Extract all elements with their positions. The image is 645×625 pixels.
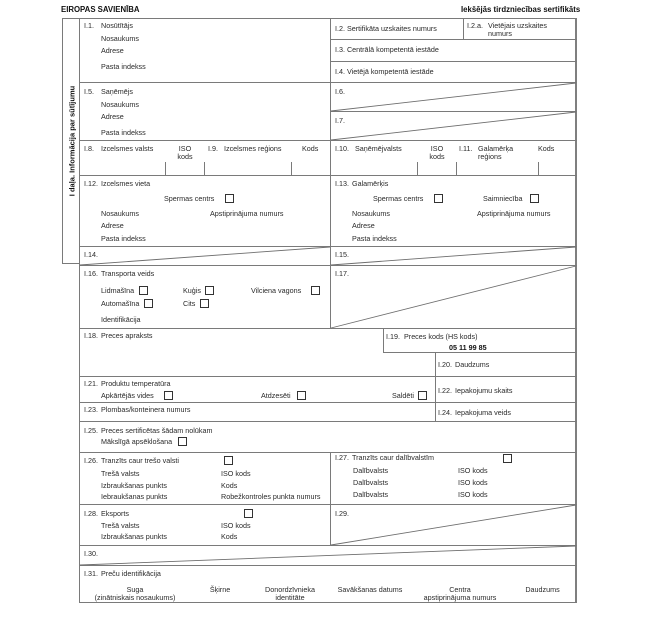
frozen-checkbox[interactable] <box>418 391 427 400</box>
box-number: I.5. <box>84 87 94 96</box>
consignee-postcode-field[interactable]: Pasta indekss <box>101 128 146 137</box>
exit-point-field[interactable]: Izbraukšanas punkts <box>101 481 167 490</box>
box-i17: I.17. <box>335 269 349 278</box>
divider <box>463 18 464 40</box>
column-header-breed: Šķirne <box>209 585 231 594</box>
semen-centre-checkbox[interactable] <box>434 194 443 203</box>
region-code-label: Kods <box>302 144 319 153</box>
other-transport-label: Cits <box>183 299 196 308</box>
local-competent-authority-field[interactable]: I.4. Vietējā kompetentā iestāde <box>335 67 434 76</box>
destination-name-field[interactable]: Nosaukums <box>352 209 390 218</box>
road-vehicle-checkbox[interactable] <box>144 299 153 308</box>
box-number: I.25. <box>84 426 98 435</box>
box-number: I.11. <box>459 144 473 153</box>
commodity-code-value: 05 11 99 85 <box>449 343 487 352</box>
destination-approval-number-field[interactable]: Apstiprinājuma numurs <box>477 209 551 218</box>
semen-centre-checkbox[interactable] <box>225 194 234 203</box>
divider <box>79 376 577 377</box>
divider <box>79 246 577 247</box>
iso-code-field[interactable]: ISO kods <box>221 521 251 530</box>
export-exit-code-field[interactable]: Kods <box>221 532 238 541</box>
iso-code-label: kods <box>177 152 193 161</box>
ship-label: Kuģis <box>183 286 201 295</box>
divider <box>79 545 577 546</box>
sidebar-label: I daļa. Informācija par sūtījumu <box>67 85 76 197</box>
place-of-destination-label: Galamērķis <box>352 179 389 188</box>
railway-wagon-label: Vilciena vagons <box>251 286 302 295</box>
destination-address-field[interactable]: Adrese <box>352 221 375 230</box>
consignor-postcode-field[interactable]: Pasta indekss <box>101 62 146 71</box>
iso-code-label: kods <box>429 152 445 161</box>
certified-for-label: Preces sertificētas šādam nolūkam <box>101 426 213 435</box>
chilled-label: Atdzesēti <box>261 391 291 400</box>
ship-checkbox[interactable] <box>205 286 214 295</box>
box-i14: I.14. <box>84 250 98 259</box>
iso-code-field[interactable]: ISO kods <box>458 478 488 487</box>
divider <box>204 162 205 176</box>
divider <box>79 565 577 566</box>
export-checkbox[interactable] <box>244 509 253 518</box>
divider <box>330 61 577 62</box>
column-header-species: Suga <box>126 585 144 594</box>
identification-label: Preču identifikācija <box>101 569 161 578</box>
holding-checkbox[interactable] <box>530 194 539 203</box>
consignor-name-field[interactable]: Nosaukums <box>101 34 139 43</box>
box-number: I.2.a. <box>467 21 483 30</box>
road-vehicle-label: Automašīna <box>101 299 140 308</box>
country-of-origin-field[interactable]: Izcelsmes valsts <box>101 144 154 153</box>
bip-number-field[interactable]: Robežkontroles punkta numurs <box>221 492 321 501</box>
central-competent-authority-field[interactable]: I.3. Centrālā kompetentā iestāde <box>335 45 439 54</box>
region-of-destination-field[interactable]: Galamērķa <box>478 144 514 153</box>
column-header-centre-approval: Centra <box>449 585 471 594</box>
column-header-donor-identity: identitāte <box>275 593 305 602</box>
divider <box>383 328 384 353</box>
consignee-label: Saņēmējs <box>101 87 133 96</box>
divider <box>165 162 166 176</box>
transit-third-country-checkbox[interactable] <box>224 456 233 465</box>
origin-name-field[interactable]: Nosaukums <box>101 209 139 218</box>
document-title-left: EIROPAS SAVIENĪBA <box>61 5 140 14</box>
country-of-destination-field[interactable]: Saņēmējvalsts <box>355 144 402 153</box>
box-number: I.26. <box>84 456 98 465</box>
destination-postcode-field[interactable]: Pasta indekss <box>352 234 397 243</box>
export-exit-point-field[interactable]: Izbraukšanas punkts <box>101 532 167 541</box>
member-state-field[interactable]: Dalībvalsts <box>353 490 389 499</box>
export-third-country-field[interactable]: Trešā valsts <box>101 521 140 530</box>
ambient-label: Apkārtējās vides <box>101 391 154 400</box>
box-number: I.27. <box>335 453 349 462</box>
box-number: I.19. <box>386 332 400 341</box>
box-number: I.23. <box>84 405 98 414</box>
divider <box>79 328 577 329</box>
divider <box>330 18 331 329</box>
artificial-insemination-label: Mākslīgā apsēklošana <box>101 437 173 446</box>
box-number: I.20. <box>438 360 452 369</box>
consignee-name-field[interactable]: Nosaukums <box>101 100 139 109</box>
transit-member-states-label: Tranzīts caur dalībvalstīm <box>352 453 435 462</box>
box-number: I.24. <box>438 408 452 417</box>
region-of-destination-label: reģions <box>478 152 502 161</box>
box-i15: I.15. <box>335 250 349 259</box>
box-number: I.8. <box>84 144 94 153</box>
third-country-field[interactable]: Trešā valsts <box>101 469 140 478</box>
local-reference-label: numurs <box>488 29 512 38</box>
part-one-sidebar <box>62 18 80 264</box>
box-number: I.31. <box>84 569 98 578</box>
commodity-code-label: Preces kods (HS kods) <box>404 332 478 341</box>
divider <box>79 402 577 403</box>
other-transport-checkbox[interactable] <box>200 299 209 308</box>
iso-code-label: ISO <box>430 144 444 153</box>
divider <box>79 452 577 453</box>
divider <box>330 111 577 112</box>
frame-bottom <box>79 602 577 603</box>
divider <box>435 352 436 422</box>
divider <box>417 162 418 176</box>
certificate-reference-field[interactable]: I.2. Sertifikāta uzskaites numurs <box>335 24 437 33</box>
transit-third-country-label: Tranzīts caur trešo valsti <box>101 456 180 465</box>
consignor-address-field[interactable]: Adrese <box>101 46 124 55</box>
origin-postcode-field[interactable]: Pasta indekss <box>101 234 146 243</box>
aeroplane-label: Lidmašīna <box>101 286 135 295</box>
box-number: I.16. <box>84 269 98 278</box>
entry-point-field[interactable]: Iebraukšanas punkts <box>101 492 168 501</box>
divider <box>330 39 577 40</box>
frame-top <box>79 18 577 19</box>
exit-code-field[interactable]: Kods <box>221 481 238 490</box>
transit-member-states-checkbox[interactable] <box>503 454 512 463</box>
seal-container-number-field[interactable]: Plombas/konteinera numurs <box>101 405 191 414</box>
divider <box>79 140 577 141</box>
divider <box>79 504 577 505</box>
divider <box>79 82 577 83</box>
box-i6: I.6. <box>335 87 345 96</box>
box-number: I.13. <box>335 179 349 188</box>
temperature-label: Produktu temperatūra <box>101 379 171 388</box>
frozen-label: Saldēti <box>392 391 414 400</box>
box-number: I.10. <box>335 144 349 153</box>
semen-centre-label: Spermas centrs <box>373 194 424 203</box>
iso-code-field[interactable]: ISO kods <box>458 490 488 499</box>
number-of-packages-field[interactable]: Iepakojumu skaits <box>455 386 513 395</box>
consignee-address-field[interactable]: Adrese <box>101 112 124 121</box>
box-i7: I.7. <box>335 116 345 125</box>
frame-right <box>575 18 577 602</box>
box-i30: I.30. <box>84 549 98 558</box>
means-of-transport-label: Transporta veids <box>101 269 155 278</box>
iso-code-field[interactable]: ISO kods <box>458 466 488 475</box>
box-number: I.18. <box>84 331 98 340</box>
iso-code-field[interactable]: ISO kods <box>221 469 251 478</box>
transport-identification-field[interactable]: Identifikācija <box>101 315 141 324</box>
box-number: I.22. <box>438 386 452 395</box>
column-header-centre-approval: apstiprinājuma numurs <box>423 593 497 602</box>
column-header-donor-identity: Donordzīvnieka <box>265 585 315 594</box>
box-number: I.21. <box>84 379 98 388</box>
box-number: I.12. <box>84 179 98 188</box>
origin-approval-number-field[interactable]: Apstiprinājuma numurs <box>210 209 284 218</box>
ambient-checkbox[interactable] <box>164 391 173 400</box>
column-header-collection-date: Savākšanas datums <box>337 585 403 594</box>
frame-left <box>79 18 80 602</box>
region-code-label: Kods <box>538 144 555 153</box>
divider <box>538 162 539 176</box>
divider <box>79 265 577 266</box>
document-title-right: Iekšējās tirdzniecības sertifikāts <box>461 5 581 14</box>
member-state-field[interactable]: Dalībvalsts <box>353 478 389 487</box>
box-number: I.9. <box>208 144 218 153</box>
iso-code-label: ISO <box>178 144 192 153</box>
divider <box>79 421 577 422</box>
box-i29: I.29. <box>335 509 349 518</box>
divider <box>79 175 577 176</box>
quantity-field[interactable]: Daudzums <box>455 360 490 369</box>
artificial-insemination-checkbox[interactable] <box>178 437 187 446</box>
member-state-field[interactable]: Dalībvalsts <box>353 466 389 475</box>
box-number: I.28. <box>84 509 98 518</box>
column-header-quantity: Daudzums <box>525 585 560 594</box>
divider <box>456 162 457 176</box>
origin-address-field[interactable]: Adrese <box>101 221 124 230</box>
commodity-description-field[interactable]: Preces apraksts <box>101 331 153 340</box>
local-reference-label: Vietējais uzskaites <box>488 21 547 30</box>
type-of-packaging-field[interactable]: Iepakojuma veids <box>455 408 511 417</box>
place-of-origin-label: Izcelsmes vieta <box>101 179 151 188</box>
chilled-checkbox[interactable] <box>297 391 306 400</box>
holding-label: Saimniecība <box>483 194 523 203</box>
export-label: Eksports <box>101 509 129 518</box>
semen-centre-label: Spermas centrs <box>164 194 215 203</box>
divider <box>383 352 577 353</box>
aeroplane-checkbox[interactable] <box>139 286 148 295</box>
box-number: I.1. <box>84 21 94 30</box>
divider <box>330 452 331 546</box>
region-of-origin-field[interactable]: Izcelsmes reģions <box>224 144 282 153</box>
divider <box>291 162 292 176</box>
railway-wagon-checkbox[interactable] <box>311 286 320 295</box>
column-header-species: (zinātniskais nosaukums) <box>94 593 176 602</box>
consignor-label: Nosūtītājs <box>101 21 133 30</box>
